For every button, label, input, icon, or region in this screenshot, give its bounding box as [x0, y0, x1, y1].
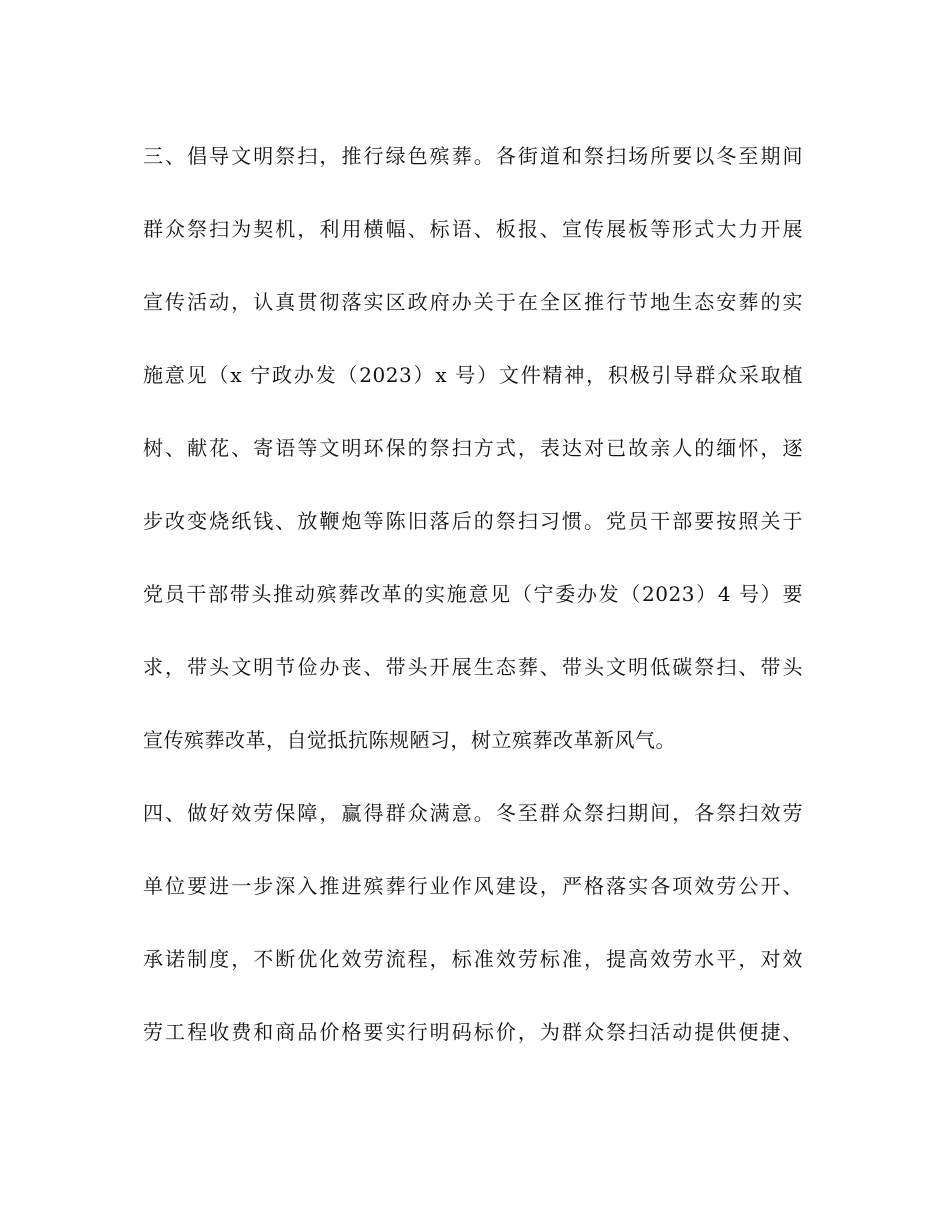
text-line-4: 施意见（x 宁政办发（2023）x 号）文件精神，积极引导群众采取植 — [143, 363, 803, 387]
text-line-1: 三、倡导文明祭扫，推行绿色殡葬。各街道和祭扫场所要以冬至期间 — [143, 144, 803, 168]
text-line-12: 承诺制度，不断优化效劳流程，标准效劳标准，提高效劳水平，对效 — [143, 947, 803, 971]
text-line-13: 劳工程收费和商品价格要实行明码标价，为群众祭扫活动提供便捷、 — [143, 1020, 803, 1044]
text-line-7: 党员干部带头推动殡葬改革的实施意见（宁委办发（2023）4 号）要 — [143, 582, 803, 606]
text-line-5: 树、献花、寄语等文明环保的祭扫方式，表达对已故亲人的缅怀，逐 — [143, 436, 803, 460]
text-line-10: 四、做好效劳保障，赢得群众满意。冬至群众祭扫期间，各祭扫效劳 — [143, 801, 803, 825]
text-line-11: 单位要进一步深入推进殡葬行业作风建设，严格落实各项效劳公开、 — [143, 874, 803, 898]
text-line-2: 群众祭扫为契机，利用横幅、标语、板报、宣传展板等形式大力开展 — [143, 217, 803, 241]
text-line-3: 宣传活动，认真贯彻落实区政府办关于在全区推行节地生态安葬的实 — [143, 290, 803, 314]
text-line-6: 步改变烧纸钱、放鞭炮等陈旧落后的祭扫习惯。党员干部要按照关于 — [143, 509, 803, 533]
text-line-8: 求，带头文明节俭办丧、带头开展生态葬、带头文明低碳祭扫、带头 — [143, 655, 803, 679]
text-line-9: 宣传殡葬改革，自觉抵抗陈规陋习，树立殡葬改革新风气。 — [143, 728, 676, 752]
body-text — [143, 133, 803, 1082]
